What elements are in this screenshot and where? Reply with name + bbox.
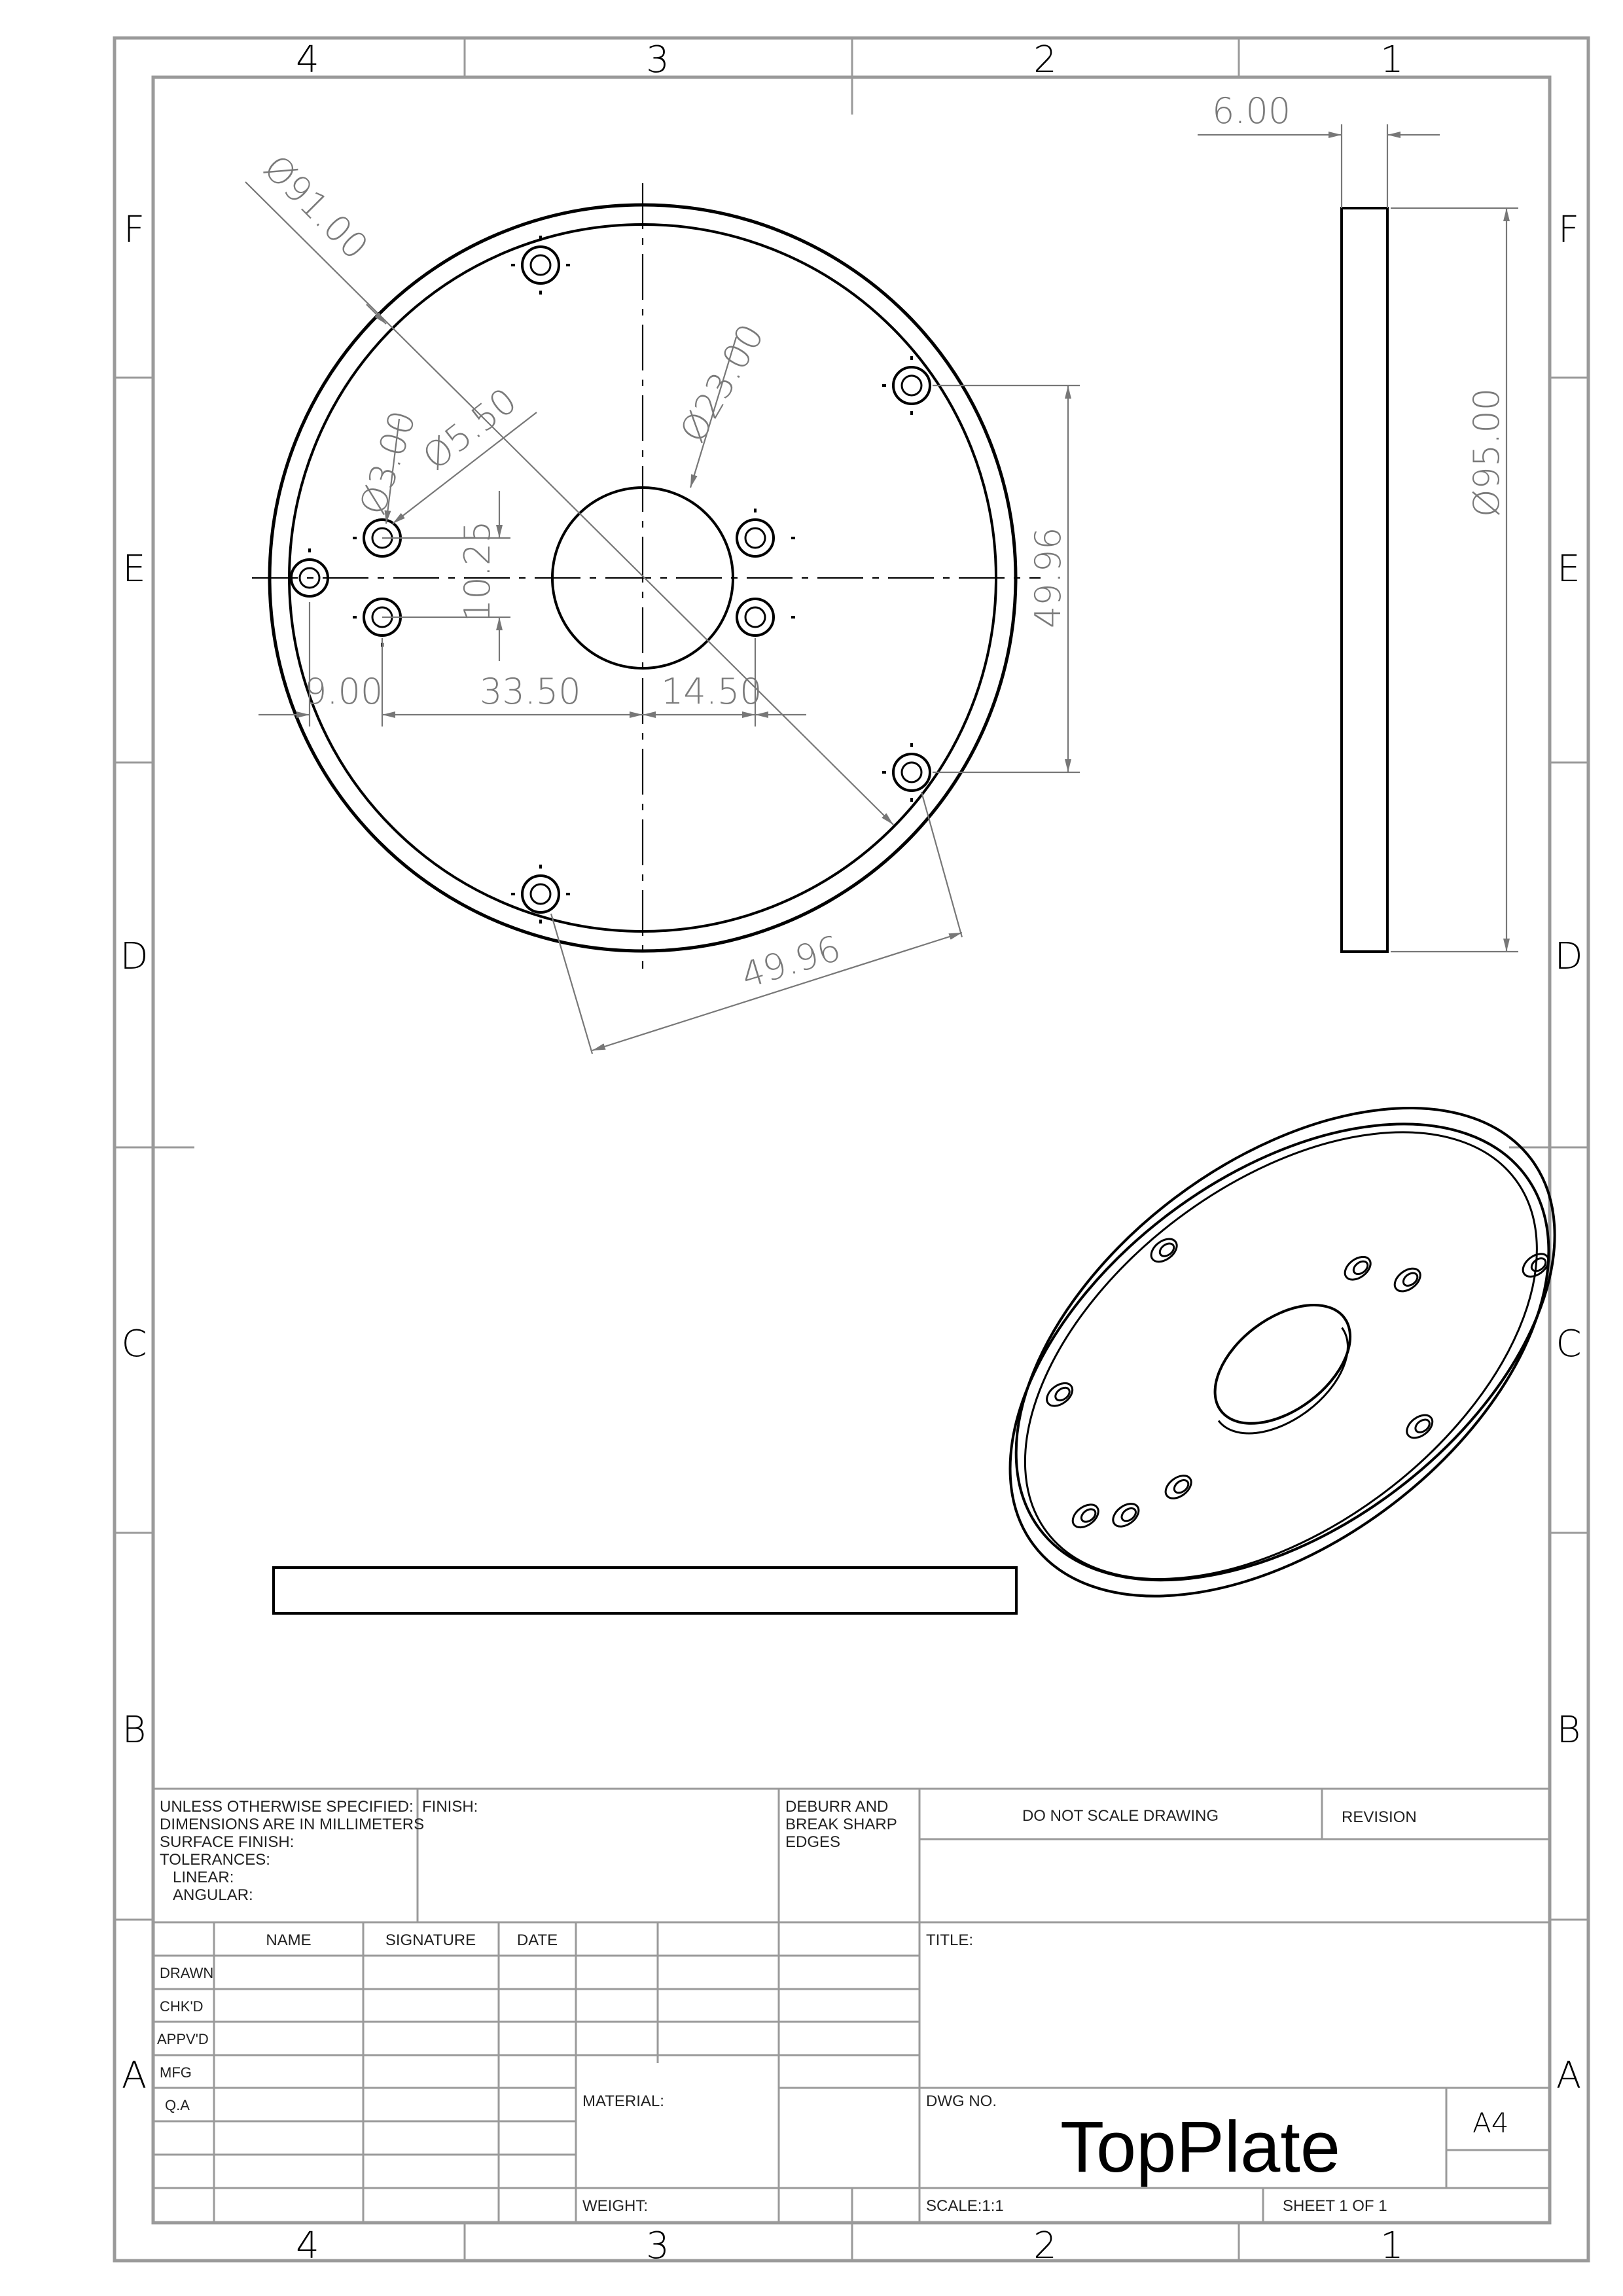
dim-spacing-diag: 49.96	[736, 927, 846, 997]
title-label: TITLE:	[926, 1931, 974, 1949]
hole	[522, 876, 559, 912]
zone-row-left: F	[123, 209, 145, 251]
deburr-line: EDGES	[785, 1833, 841, 1851]
side-view	[1198, 90, 1518, 952]
do-not-scale: DO NOT SCALE DRAWING	[1022, 1807, 1219, 1825]
zone-row-left: A	[121, 2054, 147, 2097]
material-label: MATERIAL:	[582, 2092, 664, 2110]
deburr-line: BREAK SHARP	[785, 1816, 897, 1833]
top-view	[245, 147, 1080, 1054]
dim-center-hole: Ø23.00	[671, 317, 772, 450]
drawing-name: TopPlate	[1060, 2107, 1341, 2187]
zone-row-right: B	[1556, 1709, 1581, 1751]
dim-33: 33.50	[480, 671, 581, 712]
hole	[893, 367, 930, 404]
front-view	[274, 1568, 1016, 1613]
row-label: MFG	[160, 2064, 192, 2081]
zone-row-right: C	[1556, 1323, 1582, 1365]
dim-outer-dia: Ø91.00	[255, 147, 376, 268]
header-date: DATE	[516, 1931, 558, 1949]
zone-col-bottom: 2	[1033, 2225, 1057, 2267]
row-label: Q.A	[165, 2097, 190, 2113]
header-name: NAME	[266, 1931, 312, 1949]
dim-hole-c: Ø5.50	[415, 380, 525, 478]
zone-col-top: 3	[646, 39, 669, 81]
title-block-text	[157, 1798, 1508, 2215]
hole	[737, 599, 774, 636]
dim-9: 9.00	[304, 671, 383, 712]
dim-hole-spacing-v: 10.25	[457, 520, 498, 622]
zone-row-right: F	[1558, 209, 1580, 251]
zone-col-bottom: 3	[646, 2225, 669, 2267]
zone-row-left: D	[120, 935, 149, 978]
note-line: SURFACE FINISH:	[160, 1833, 294, 1851]
zone-labels	[120, 39, 1582, 2267]
sheet-label: SHEET 1 OF 1	[1283, 2197, 1387, 2215]
zone-row-right: A	[1556, 2054, 1582, 2097]
deburr-line: DEBURR AND	[785, 1798, 889, 1816]
row-label: CHK'D	[160, 1998, 204, 2015]
note-line: DIMENSIONS ARE IN MILLIMETERS	[160, 1816, 425, 1833]
zone-row-right: E	[1557, 548, 1580, 590]
zone-row-left: B	[122, 1709, 147, 1751]
row-label: DRAWN	[160, 1965, 214, 1981]
dwg-no-label: DWG NO.	[926, 2092, 997, 2110]
zone-col-bottom: 1	[1380, 2225, 1404, 2267]
note-line: ANGULAR:	[173, 1886, 253, 1904]
header-signature: SIGNATURE	[385, 1931, 476, 1949]
outer-border	[115, 38, 1588, 2261]
dim-14: 14.50	[661, 671, 762, 712]
note-line: UNLESS OTHERWISE SPECIFIED:	[160, 1798, 414, 1816]
dim-hole-d: Ø3.00	[351, 405, 424, 520]
hole	[737, 520, 774, 556]
sheet-size: A4	[1472, 2107, 1509, 2139]
zone-col-top: 1	[1380, 39, 1404, 81]
scale-label: SCALE:1:1	[926, 2197, 1004, 2215]
note-line: LINEAR:	[173, 1869, 234, 1886]
dim-spacing-right: 49.96	[1027, 527, 1069, 628]
zone-col-top: 2	[1033, 39, 1057, 81]
revision-label: REVISION	[1342, 1808, 1417, 1826]
zone-col-bottom: 4	[296, 2225, 319, 2267]
dim-side-dia: Ø95.00	[1466, 387, 1507, 517]
note-line: TOLERANCES:	[160, 1851, 270, 1869]
finish-label: FINISH:	[422, 1798, 478, 1816]
isometric-view	[918, 1013, 1623, 1691]
dim-thickness: 6.00	[1212, 90, 1291, 132]
hole	[893, 754, 930, 791]
zone-row-left: E	[122, 548, 146, 590]
zone-ticks	[115, 38, 1588, 2261]
weight-label: WEIGHT:	[582, 2197, 648, 2215]
zone-row-left: C	[121, 1323, 147, 1365]
zone-row-right: D	[1554, 935, 1583, 978]
row-label: APPV'D	[157, 2031, 209, 2047]
zone-col-top: 4	[296, 39, 319, 81]
inner-border	[153, 77, 1550, 2223]
hole	[522, 247, 559, 283]
